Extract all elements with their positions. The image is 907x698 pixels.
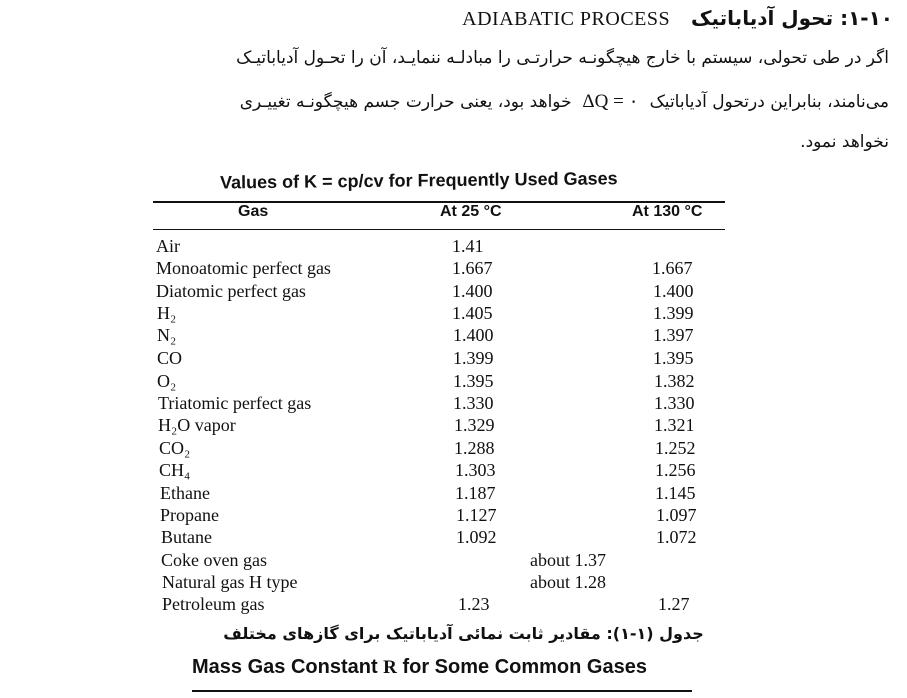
paragraph-line-2-start: می‌نامند، بنابراین درتحول آدیاباتیک	[649, 92, 889, 112]
value-25c: 1.395	[453, 371, 494, 391]
value-approx: about 1.37	[530, 550, 606, 570]
value-130c: 1.256	[655, 460, 696, 480]
value-130c: 1.395	[653, 348, 694, 368]
value-130c: 1.072	[656, 527, 697, 547]
value-130c: 1.145	[655, 483, 696, 503]
table-row	[0, 460, 907, 482]
table-row	[0, 348, 907, 370]
table-row	[0, 594, 907, 616]
value-130c: 1.397	[653, 325, 694, 345]
value-130c: 1.400	[653, 281, 694, 301]
value-130c: 1.667	[652, 258, 693, 278]
table-row	[0, 281, 907, 303]
value-130c: 1.330	[654, 393, 695, 413]
next-table-title-symbol: R	[383, 657, 397, 678]
section-number: ۱-۱۰:	[840, 6, 893, 30]
next-table-title-end: for Some Common Gases	[396, 656, 647, 678]
table-row	[0, 572, 907, 594]
gas-name: O₂	[157, 371, 177, 391]
table-row	[0, 483, 907, 505]
header-25c: At 25 °C	[440, 203, 502, 220]
gas-name: H₂O vapor	[158, 415, 236, 435]
value-25c: 1.41	[452, 236, 484, 256]
section-title-persian: تحول آدیاباتیک	[691, 6, 834, 30]
value-25c: 1.667	[452, 258, 493, 278]
table-row	[0, 527, 907, 549]
section-heading	[462, 6, 893, 31]
gas-name: Air	[156, 236, 180, 256]
value-approx: about 1.28	[530, 572, 606, 592]
value-25c: 1.127	[456, 505, 497, 525]
table-row	[0, 550, 907, 572]
table-header-rule	[153, 229, 725, 230]
gas-name: N₂	[157, 325, 177, 345]
value-130c: 1.382	[654, 371, 695, 391]
value-25c: 1.330	[453, 393, 494, 413]
gas-name: CO	[157, 348, 183, 368]
value-25c: 1.187	[455, 483, 496, 503]
table-row	[0, 393, 907, 415]
paragraph-line-2-end: خواهد بود، یعنی حرارت جسم هیچگونـه تغییـری	[239, 92, 572, 112]
next-table-rule	[192, 690, 692, 692]
table-caption: جدول (۱-۱): مقادیر ثابت نمائی آدیاباتیک برای گازهای مختلف	[223, 624, 704, 643]
value-25c: 1.329	[454, 415, 495, 435]
table-row	[0, 258, 907, 280]
table-row	[0, 236, 907, 258]
value-25c: 1.288	[454, 438, 495, 458]
value-25c: 1.405	[452, 303, 493, 323]
delta-q-equation: ΔQ = ۰	[582, 91, 639, 112]
section-title-english: ADIABATIC PROCESS	[462, 8, 671, 30]
table-title: Values of K = cp/cv for Frequently Used Gases	[219, 168, 618, 193]
table-row	[0, 415, 907, 437]
gas-name: CH₄	[159, 460, 191, 480]
value-25c: 1.303	[455, 460, 496, 480]
value-25c: 1.400	[452, 281, 493, 301]
gas-name: Monoatomic perfect gas	[156, 258, 331, 278]
paragraph-line-2	[240, 90, 889, 113]
table-row	[0, 438, 907, 460]
gas-name: Triatomic perfect gas	[158, 393, 312, 413]
gas-name: Propane	[160, 505, 219, 525]
value-25c: 1.399	[453, 348, 494, 368]
gas-name: Coke oven gas	[161, 550, 267, 570]
paragraph-line-3: نخواهد نمود.	[800, 132, 889, 152]
gas-name: Petroleum gas	[162, 594, 265, 614]
header-gas: Gas	[238, 203, 269, 220]
gas-name: H₂	[157, 303, 177, 323]
table-row	[0, 371, 907, 393]
gas-name: CO₂	[159, 438, 191, 458]
value-130c: 1.321	[654, 415, 695, 435]
header-130c: At 130 °C	[632, 203, 703, 220]
value-130c: 1.252	[655, 438, 696, 458]
table-row	[0, 325, 907, 347]
paragraph-line-1: اگر در طی تحولی، سیستم با خارج هیچگونـه حرارتـی را مبادلـه ننمایـد، آن را تحـول آدیاباتیـک	[236, 48, 889, 68]
gas-name: Butane	[161, 527, 212, 547]
value-25c: 1.23	[458, 594, 490, 614]
gas-name: Ethane	[160, 483, 210, 503]
value-25c: 1.092	[456, 527, 497, 547]
value-130c: 1.097	[656, 505, 697, 525]
table-row	[0, 303, 907, 325]
next-table-title	[192, 656, 647, 679]
gas-name: Natural gas H type	[162, 572, 298, 592]
table-row	[0, 505, 907, 527]
gas-name: Diatomic perfect gas	[156, 281, 306, 301]
value-130c: 1.399	[653, 303, 694, 323]
value-130c: 1.27	[658, 594, 690, 614]
next-table-title-start: Mass Gas Constant	[192, 656, 384, 678]
value-25c: 1.400	[453, 325, 494, 345]
